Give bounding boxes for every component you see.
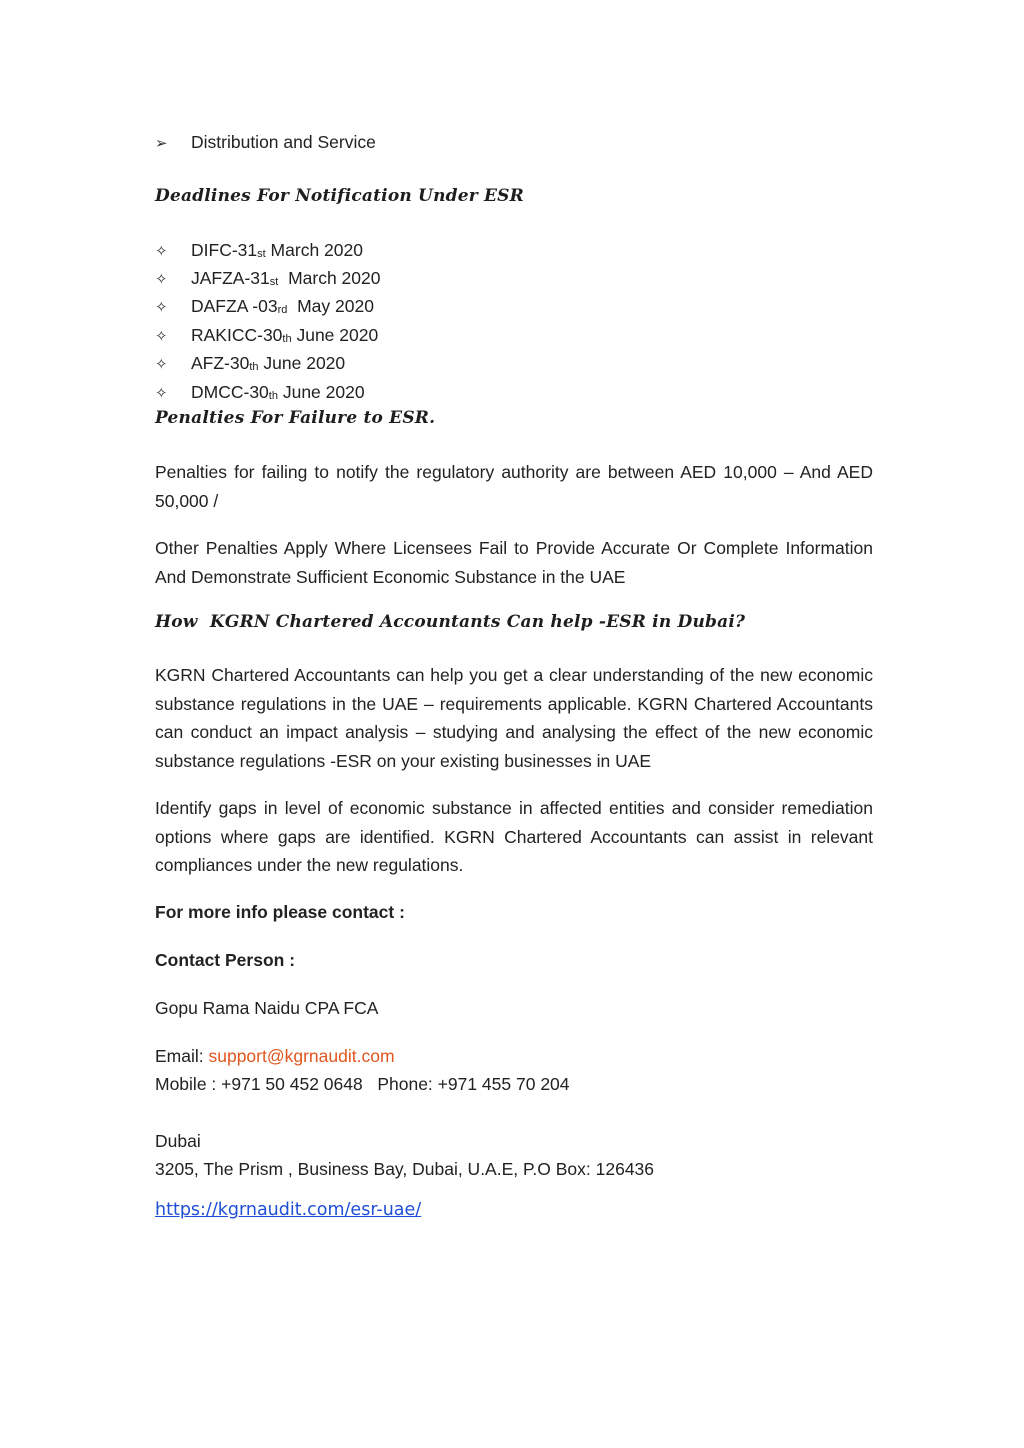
deadline-prefix: DMCC-30 — [191, 382, 269, 402]
website-link-wrapper — [155, 1200, 421, 1220]
four-point-star-bullet-icon: ✧ — [155, 385, 168, 402]
deadline-ordinal: rd — [277, 304, 288, 316]
more-info-label: For more info please contact : — [155, 902, 405, 922]
arrowhead-bullet-icon: ➢ — [155, 135, 168, 152]
deadline-prefix: AFZ-30 — [191, 353, 250, 373]
deadline-item — [155, 349, 345, 377]
deadline-ordinal: th — [249, 361, 259, 373]
deadline-prefix: DIFC-31 — [191, 240, 258, 260]
email-label: Email: — [155, 1046, 209, 1066]
deadline-item — [155, 378, 365, 406]
deadline-ordinal: th — [282, 333, 292, 345]
contact-person-label: Contact Person : — [155, 950, 296, 970]
deadline-suffix: June 2020 — [258, 353, 346, 373]
phone-line: Mobile : +971 50 452 0648 Phone: +971 455 70 204 — [155, 1074, 570, 1094]
deadline-ordinal: st — [269, 276, 279, 288]
help-paragraph-2: Identify gaps in level of economic substance in affected entities and consider remediation options where gaps are identified. KGRN Chartered Accountants can assist in relevant compliances under the new regulations. — [155, 798, 873, 875]
four-point-star-bullet-icon: ✧ — [155, 271, 168, 288]
intro-bullet-text: Distribution and Service — [191, 132, 376, 152]
deadline-prefix: DAFZA -03 — [191, 296, 278, 316]
four-point-star-bullet-icon: ✧ — [155, 299, 168, 316]
four-point-star-bullet-icon: ✧ — [155, 243, 168, 260]
four-point-star-bullet-icon: ✧ — [155, 328, 168, 345]
intro-bullet — [155, 128, 376, 156]
penalties-paragraph-1: Penalties for failing to notify the regulatory authority are between AED 10,000 – And AED 50,000 / — [155, 462, 873, 511]
four-point-star-bullet-icon: ✧ — [155, 356, 168, 373]
penalties-paragraph-2: Other Penalties Apply Where Licensees Fail to Provide Accurate Or Complete Information And Demonstrate Sufficient Economic Substance in the UAE — [155, 538, 873, 587]
deadline-ordinal: th — [268, 390, 278, 402]
email-link[interactable]: support@kgrnaudit.com — [208, 1046, 395, 1066]
deadline-item — [155, 292, 374, 320]
deadline-suffix: March 2020 — [265, 240, 363, 260]
deadline-suffix: June 2020 — [277, 382, 365, 402]
deadline-prefix: JAFZA-31 — [191, 268, 270, 288]
penalties-heading: Penalties For Failure to ESR. — [155, 408, 436, 428]
deadline-suffix: June 2020 — [291, 325, 379, 345]
contact-person-name: Gopu Rama Naidu CPA FCA — [155, 998, 379, 1018]
help-paragraph-1: KGRN Chartered Accountants can help you get a clear understanding of the new economic substance regulations in the UAE – requirements applicable. KGRN Chartered Accountants can conduct an impact analysis – studying and analysing the effect of the new economic substance regulations -ESR on your existing businesses in UAE — [155, 665, 873, 771]
deadline-ordinal: st — [257, 248, 266, 260]
deadline-item — [155, 321, 378, 349]
deadline-item — [155, 264, 380, 292]
deadline-prefix: RAKICC-30 — [191, 325, 283, 345]
deadline-item — [155, 236, 363, 264]
deadline-suffix: March 2020 — [278, 268, 381, 288]
help-heading: How KGRN Chartered Accountants Can help -ESR in Dubai? — [155, 612, 746, 632]
email-line — [155, 1042, 395, 1071]
office-city: Dubai — [155, 1131, 201, 1151]
office-address: 3205, The Prism , Business Bay, Dubai, U.A.E, P.O Box: 126436 — [155, 1159, 655, 1179]
deadlines-heading: Deadlines For Notification Under ESR — [155, 186, 524, 206]
website-link[interactable]: https://kgrnaudit.com/esr-uae/ — [155, 1200, 422, 1220]
deadline-suffix: May 2020 — [287, 296, 374, 316]
